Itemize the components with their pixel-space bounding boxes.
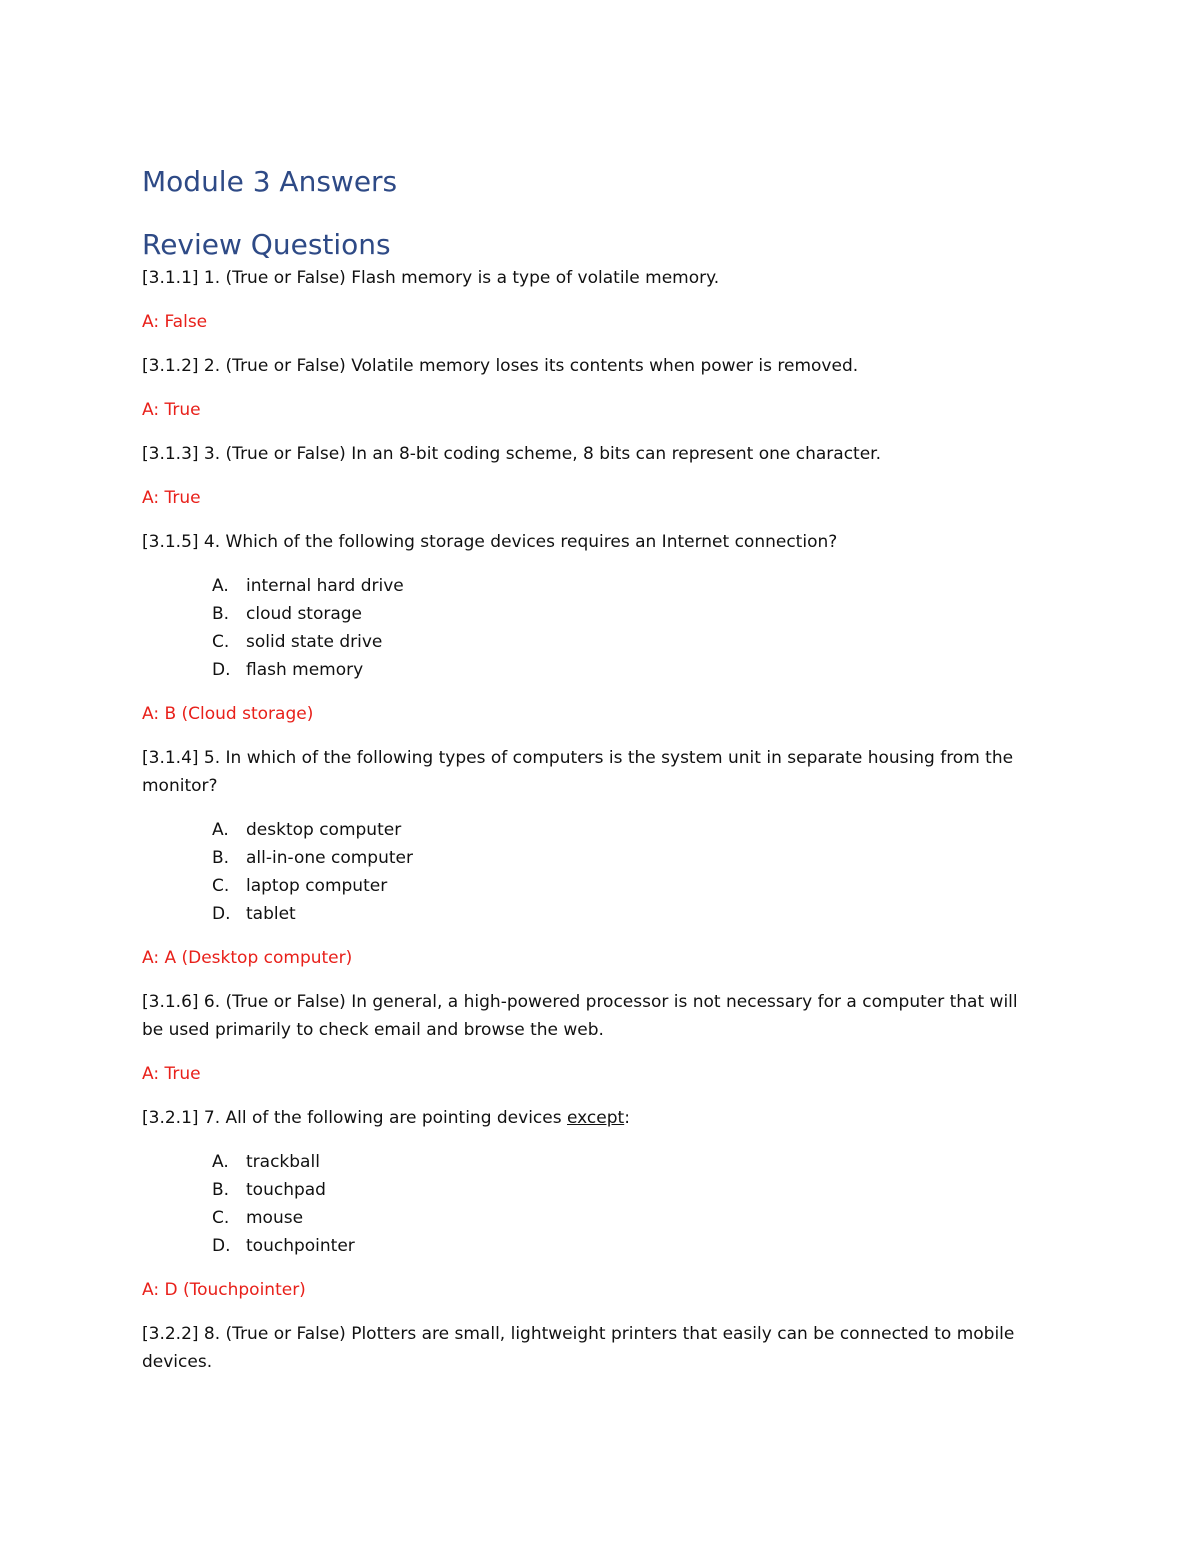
option-item xyxy=(212,816,1042,844)
question-8: [3.2.2] 8. (True or False) Plotters are small, lightweight printers that easily can be connected to mobile devices. xyxy=(142,1324,1015,1372)
option-text: touchpad xyxy=(246,1180,326,1200)
option-item xyxy=(212,600,1042,628)
question-7 xyxy=(142,1104,1042,1132)
answer-2: A: True xyxy=(142,400,201,420)
option-letter: C. xyxy=(212,632,230,652)
options-list-5 xyxy=(212,816,1042,928)
option-text: touchpointer xyxy=(246,1236,355,1256)
question-5: [3.1.4] 5. In which of the following types of computers is the system unit in separate housing from the monitor? xyxy=(142,748,1014,796)
option-text: internal hard drive xyxy=(246,576,404,596)
question-7-underlined: except xyxy=(567,1108,625,1128)
document-page xyxy=(142,164,1042,1376)
option-letter: D. xyxy=(212,904,231,924)
option-text: mouse xyxy=(246,1208,304,1228)
question-4: [3.1.5] 4. Which of the following storage devices requires an Internet connection? xyxy=(142,532,838,552)
options-list-4 xyxy=(212,572,1042,684)
answer-7: A: D (Touchpointer) xyxy=(142,1280,306,1300)
question-7-punct: : xyxy=(624,1108,630,1128)
option-text: trackball xyxy=(246,1152,320,1172)
option-letter: A. xyxy=(212,820,229,840)
answer-5: A: A (Desktop computer) xyxy=(142,948,353,968)
option-letter: D. xyxy=(212,660,231,680)
option-item xyxy=(212,656,1042,684)
question-7-text: [3.2.1] 7. All of the following are pointing devices xyxy=(142,1108,567,1128)
option-item xyxy=(212,1204,1042,1232)
option-letter: B. xyxy=(212,848,230,868)
answer-6: A: True xyxy=(142,1064,201,1084)
answer-1: A: False xyxy=(142,312,208,332)
option-item xyxy=(212,628,1042,656)
option-item xyxy=(212,1148,1042,1176)
option-letter: C. xyxy=(212,876,230,896)
question-2: [3.1.2] 2. (True or False) Volatile memory loses its contents when power is removed. xyxy=(142,356,859,376)
option-letter: A. xyxy=(212,576,229,596)
option-item xyxy=(212,900,1042,928)
option-text: laptop computer xyxy=(246,876,388,896)
answer-3: A: True xyxy=(142,488,201,508)
option-text: desktop computer xyxy=(246,820,402,840)
option-item xyxy=(212,572,1042,600)
option-letter: B. xyxy=(212,1180,230,1200)
option-letter: B. xyxy=(212,604,230,624)
option-text: tablet xyxy=(246,904,296,924)
option-item xyxy=(212,872,1042,900)
option-item xyxy=(212,1176,1042,1204)
option-item xyxy=(212,844,1042,872)
section-heading: Review Questions xyxy=(142,228,391,261)
document-title: Module 3 Answers xyxy=(142,165,398,198)
option-text: flash memory xyxy=(246,660,364,680)
options-list-7 xyxy=(212,1148,1042,1260)
option-item xyxy=(212,1232,1042,1260)
option-letter: D. xyxy=(212,1236,231,1256)
question-3: [3.1.3] 3. (True or False) In an 8-bit coding scheme, 8 bits can represent one character. xyxy=(142,444,882,464)
option-text: cloud storage xyxy=(246,604,363,624)
answer-4: A: B (Cloud storage) xyxy=(142,704,314,724)
option-text: solid state drive xyxy=(246,632,383,652)
question-1: [3.1.1] 1. (True or False) Flash memory is a type of volatile memory. xyxy=(142,268,720,288)
option-text: all-in-one computer xyxy=(246,848,413,868)
option-letter: C. xyxy=(212,1208,230,1228)
question-6: [3.1.6] 6. (True or False) In general, a high-powered processor is not necessary for a computer that will be used primarily to check email and browse the web. xyxy=(142,992,1018,1040)
option-letter: A. xyxy=(212,1152,229,1172)
